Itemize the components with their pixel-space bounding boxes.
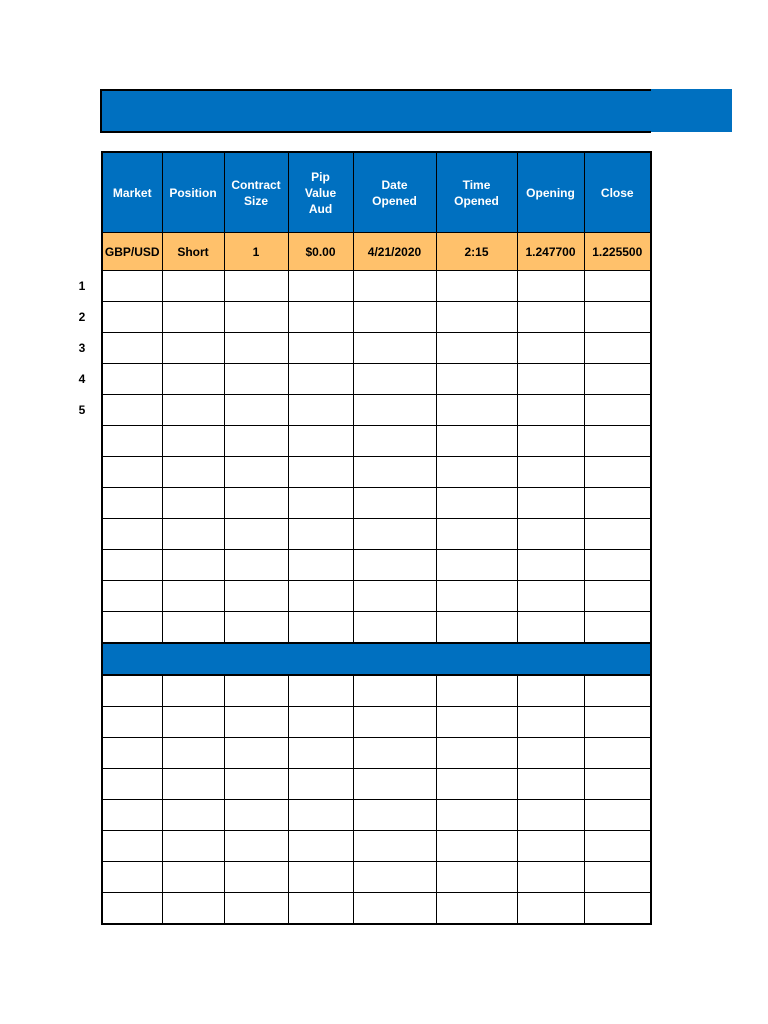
empty-cell[interactable] [224,769,288,800]
empty-row [102,769,651,800]
empty-cell[interactable] [436,302,517,333]
cell-date-opened[interactable]: 4/21/2020 [353,233,436,271]
empty-cell[interactable] [436,831,517,862]
empty-cell[interactable] [102,364,162,395]
empty-cell[interactable] [224,862,288,893]
empty-cell[interactable] [224,426,288,457]
empty-cell[interactable] [517,675,584,707]
cell-time-opened[interactable]: 2:15 [436,233,517,271]
empty-row [102,333,651,364]
empty-cell[interactable] [224,581,288,612]
col-header-position[interactable] [162,152,224,233]
empty-cell[interactable] [517,488,584,519]
empty-cell[interactable] [517,831,584,862]
empty-cell[interactable] [224,893,288,925]
empty-cell[interactable] [288,395,353,426]
empty-row [102,831,651,862]
col-header-contract-size[interactable] [224,152,288,233]
empty-cell[interactable] [517,612,584,644]
cell-pip-value[interactable]: $0.00 [288,233,353,271]
empty-row [102,395,651,426]
cell-position[interactable]: Short [162,233,224,271]
empty-cell[interactable] [224,488,288,519]
col-header-date-opened[interactable] [353,152,436,233]
empty-cell[interactable] [102,519,162,550]
empty-cell[interactable] [162,364,224,395]
empty-cell[interactable] [584,333,651,364]
empty-cell[interactable] [224,333,288,364]
empty-row [102,581,651,612]
empty-cell[interactable] [288,519,353,550]
trade-table [101,151,652,925]
empty-cell[interactable] [353,302,436,333]
empty-cell[interactable] [436,333,517,364]
empty-cell[interactable] [436,893,517,925]
empty-cell[interactable] [436,426,517,457]
empty-cell[interactable] [224,707,288,738]
col-header-opening[interactable] [517,152,584,233]
empty-cell[interactable] [288,675,353,707]
col-header-label: Time Opened [454,177,499,208]
empty-cell[interactable] [224,271,288,302]
row-number: 3 [78,341,86,355]
col-header-close[interactable] [584,152,651,233]
empty-cell[interactable] [162,769,224,800]
col-header-label: Contract Size [231,177,281,208]
section-band-row [102,643,651,675]
empty-row [102,738,651,769]
empty-cell[interactable] [353,550,436,581]
empty-cell[interactable] [436,581,517,612]
empty-cell[interactable] [162,457,224,488]
empty-cell[interactable] [102,426,162,457]
empty-cell[interactable] [436,395,517,426]
empty-cell[interactable] [102,302,162,333]
col-header-pip-value[interactable] [288,152,353,233]
empty-cell[interactable] [162,333,224,364]
empty-cell[interactable] [162,488,224,519]
empty-cell[interactable] [353,800,436,831]
empty-cell[interactable] [288,831,353,862]
empty-cell[interactable] [517,426,584,457]
empty-cell[interactable] [436,550,517,581]
empty-cell[interactable] [224,364,288,395]
col-header-label: Date Opened [372,177,417,208]
empty-cell[interactable] [102,675,162,707]
empty-cell[interactable] [517,769,584,800]
empty-cell[interactable] [517,519,584,550]
empty-cell[interactable] [162,612,224,644]
empty-cell[interactable] [224,457,288,488]
empty-cell[interactable] [517,738,584,769]
empty-cell[interactable] [162,271,224,302]
empty-cell[interactable] [162,302,224,333]
empty-cell[interactable] [102,581,162,612]
col-header-label: Market [112,185,152,200]
empty-cell[interactable] [224,738,288,769]
empty-cell[interactable] [584,271,651,302]
empty-row [102,488,651,519]
empty-cell[interactable] [102,862,162,893]
section-band [102,643,651,675]
empty-cell[interactable] [436,862,517,893]
col-header-market[interactable] [102,152,162,233]
empty-cell[interactable] [353,675,436,707]
empty-cell[interactable] [517,862,584,893]
empty-cell[interactable] [102,612,162,644]
empty-cell[interactable] [162,831,224,862]
empty-cell[interactable] [584,675,651,707]
empty-cell[interactable] [288,800,353,831]
empty-row [102,612,651,644]
empty-cell[interactable] [584,395,651,426]
col-header-label: Opening [526,185,575,200]
empty-cell[interactable] [584,738,651,769]
empty-cell[interactable] [517,395,584,426]
title-banner-border [100,89,651,133]
empty-cell[interactable] [584,893,651,925]
empty-cell[interactable] [353,862,436,893]
empty-cell[interactable] [436,519,517,550]
col-header-label: Pip Value Aud [304,169,337,216]
empty-cell[interactable] [584,769,651,800]
empty-cell[interactable] [288,426,353,457]
empty-row [102,707,651,738]
empty-cell[interactable] [584,364,651,395]
cell-close[interactable]: 1.225500 [584,233,651,271]
empty-cell[interactable] [102,333,162,364]
empty-cell[interactable] [162,738,224,769]
empty-cell[interactable] [162,862,224,893]
empty-cell[interactable] [353,271,436,302]
empty-cell[interactable] [517,707,584,738]
empty-row [102,519,651,550]
empty-cell[interactable] [224,519,288,550]
empty-row [102,675,651,707]
col-header-label: Position [169,185,217,200]
empty-cell[interactable] [288,333,353,364]
empty-cell[interactable] [353,426,436,457]
empty-cell[interactable] [288,612,353,644]
empty-cell[interactable] [288,488,353,519]
empty-cell[interactable] [436,800,517,831]
empty-cell[interactable] [102,488,162,519]
empty-cell[interactable] [224,831,288,862]
empty-cell[interactable] [102,395,162,426]
empty-cell[interactable] [584,488,651,519]
empty-cell[interactable] [102,800,162,831]
empty-cell[interactable] [288,862,353,893]
empty-cell[interactable] [102,271,162,302]
empty-cell[interactable] [162,893,224,925]
empty-cell[interactable] [162,707,224,738]
empty-cell[interactable] [288,893,353,925]
empty-cell[interactable] [517,457,584,488]
empty-row [102,800,651,831]
empty-cell[interactable] [102,831,162,862]
empty-cell[interactable] [162,550,224,581]
empty-cell[interactable] [102,707,162,738]
empty-cell[interactable] [288,302,353,333]
empty-cell[interactable] [102,738,162,769]
empty-cell[interactable] [436,769,517,800]
empty-cell[interactable] [436,488,517,519]
empty-cell[interactable] [288,550,353,581]
empty-cell[interactable] [517,800,584,831]
empty-row [102,862,651,893]
cell-opening[interactable]: 1.247700 [517,233,584,271]
empty-cell[interactable] [162,426,224,457]
empty-cell[interactable] [162,395,224,426]
cell-market[interactable]: GBP/USD [102,233,162,271]
cell-contract-size[interactable]: 1 [224,233,288,271]
empty-cell[interactable] [517,271,584,302]
empty-cell[interactable] [353,769,436,800]
empty-row [102,302,651,333]
row-number: 5 [78,403,86,417]
empty-cell[interactable] [224,800,288,831]
empty-cell[interactable] [353,395,436,426]
empty-cell[interactable] [224,550,288,581]
empty-cell[interactable] [288,271,353,302]
empty-cell[interactable] [584,426,651,457]
title-banner [100,89,732,132]
empty-cell[interactable] [584,550,651,581]
empty-row [102,550,651,581]
empty-cell[interactable] [584,457,651,488]
empty-cell[interactable] [517,581,584,612]
empty-cell[interactable] [353,581,436,612]
empty-cell[interactable] [288,457,353,488]
empty-cell[interactable] [353,364,436,395]
empty-cell[interactable] [102,893,162,925]
empty-cell[interactable] [353,738,436,769]
empty-cell[interactable] [584,707,651,738]
empty-cell[interactable] [436,612,517,644]
empty-cell[interactable] [288,581,353,612]
empty-cell[interactable] [353,457,436,488]
trade-row [102,233,651,271]
empty-cell[interactable] [288,738,353,769]
empty-row [102,893,651,925]
empty-cell[interactable] [436,707,517,738]
empty-cell[interactable] [162,800,224,831]
row-number: 1 [78,279,86,293]
empty-cell[interactable] [436,457,517,488]
empty-cell[interactable] [102,457,162,488]
row-number: 4 [78,372,86,386]
col-header-label: Close [600,185,634,200]
empty-cell[interactable] [288,707,353,738]
empty-cell[interactable] [517,893,584,925]
row-number: 2 [78,310,86,324]
empty-cell[interactable] [584,831,651,862]
empty-cell[interactable] [353,893,436,925]
empty-cell[interactable] [436,738,517,769]
empty-cell[interactable] [517,364,584,395]
empty-cell[interactable] [353,488,436,519]
empty-cell[interactable] [102,550,162,581]
empty-row [102,457,651,488]
empty-cell[interactable] [584,302,651,333]
empty-cell[interactable] [353,333,436,364]
empty-cell[interactable] [162,675,224,707]
empty-cell[interactable] [353,519,436,550]
empty-cell[interactable] [162,581,224,612]
empty-cell[interactable] [224,395,288,426]
col-header-time-opened[interactable] [436,152,517,233]
empty-cell[interactable] [584,800,651,831]
empty-cell[interactable] [224,612,288,644]
empty-cell[interactable] [517,333,584,364]
empty-cell[interactable] [584,519,651,550]
empty-row [102,426,651,457]
empty-cell[interactable] [584,612,651,644]
empty-cell[interactable] [353,707,436,738]
empty-cell[interactable] [224,302,288,333]
empty-cell[interactable] [584,862,651,893]
empty-cell[interactable] [162,519,224,550]
empty-row [102,271,651,302]
empty-cell[interactable] [353,612,436,644]
empty-cell[interactable] [517,302,584,333]
empty-row [102,364,651,395]
empty-cell[interactable] [436,364,517,395]
empty-cell[interactable] [102,769,162,800]
empty-cell[interactable] [224,675,288,707]
empty-cell[interactable] [436,271,517,302]
empty-cell[interactable] [436,675,517,707]
empty-cell[interactable] [584,581,651,612]
empty-cell[interactable] [353,831,436,862]
empty-cell[interactable] [288,364,353,395]
empty-cell[interactable] [288,769,353,800]
empty-cell[interactable] [517,550,584,581]
header-row [102,152,651,233]
